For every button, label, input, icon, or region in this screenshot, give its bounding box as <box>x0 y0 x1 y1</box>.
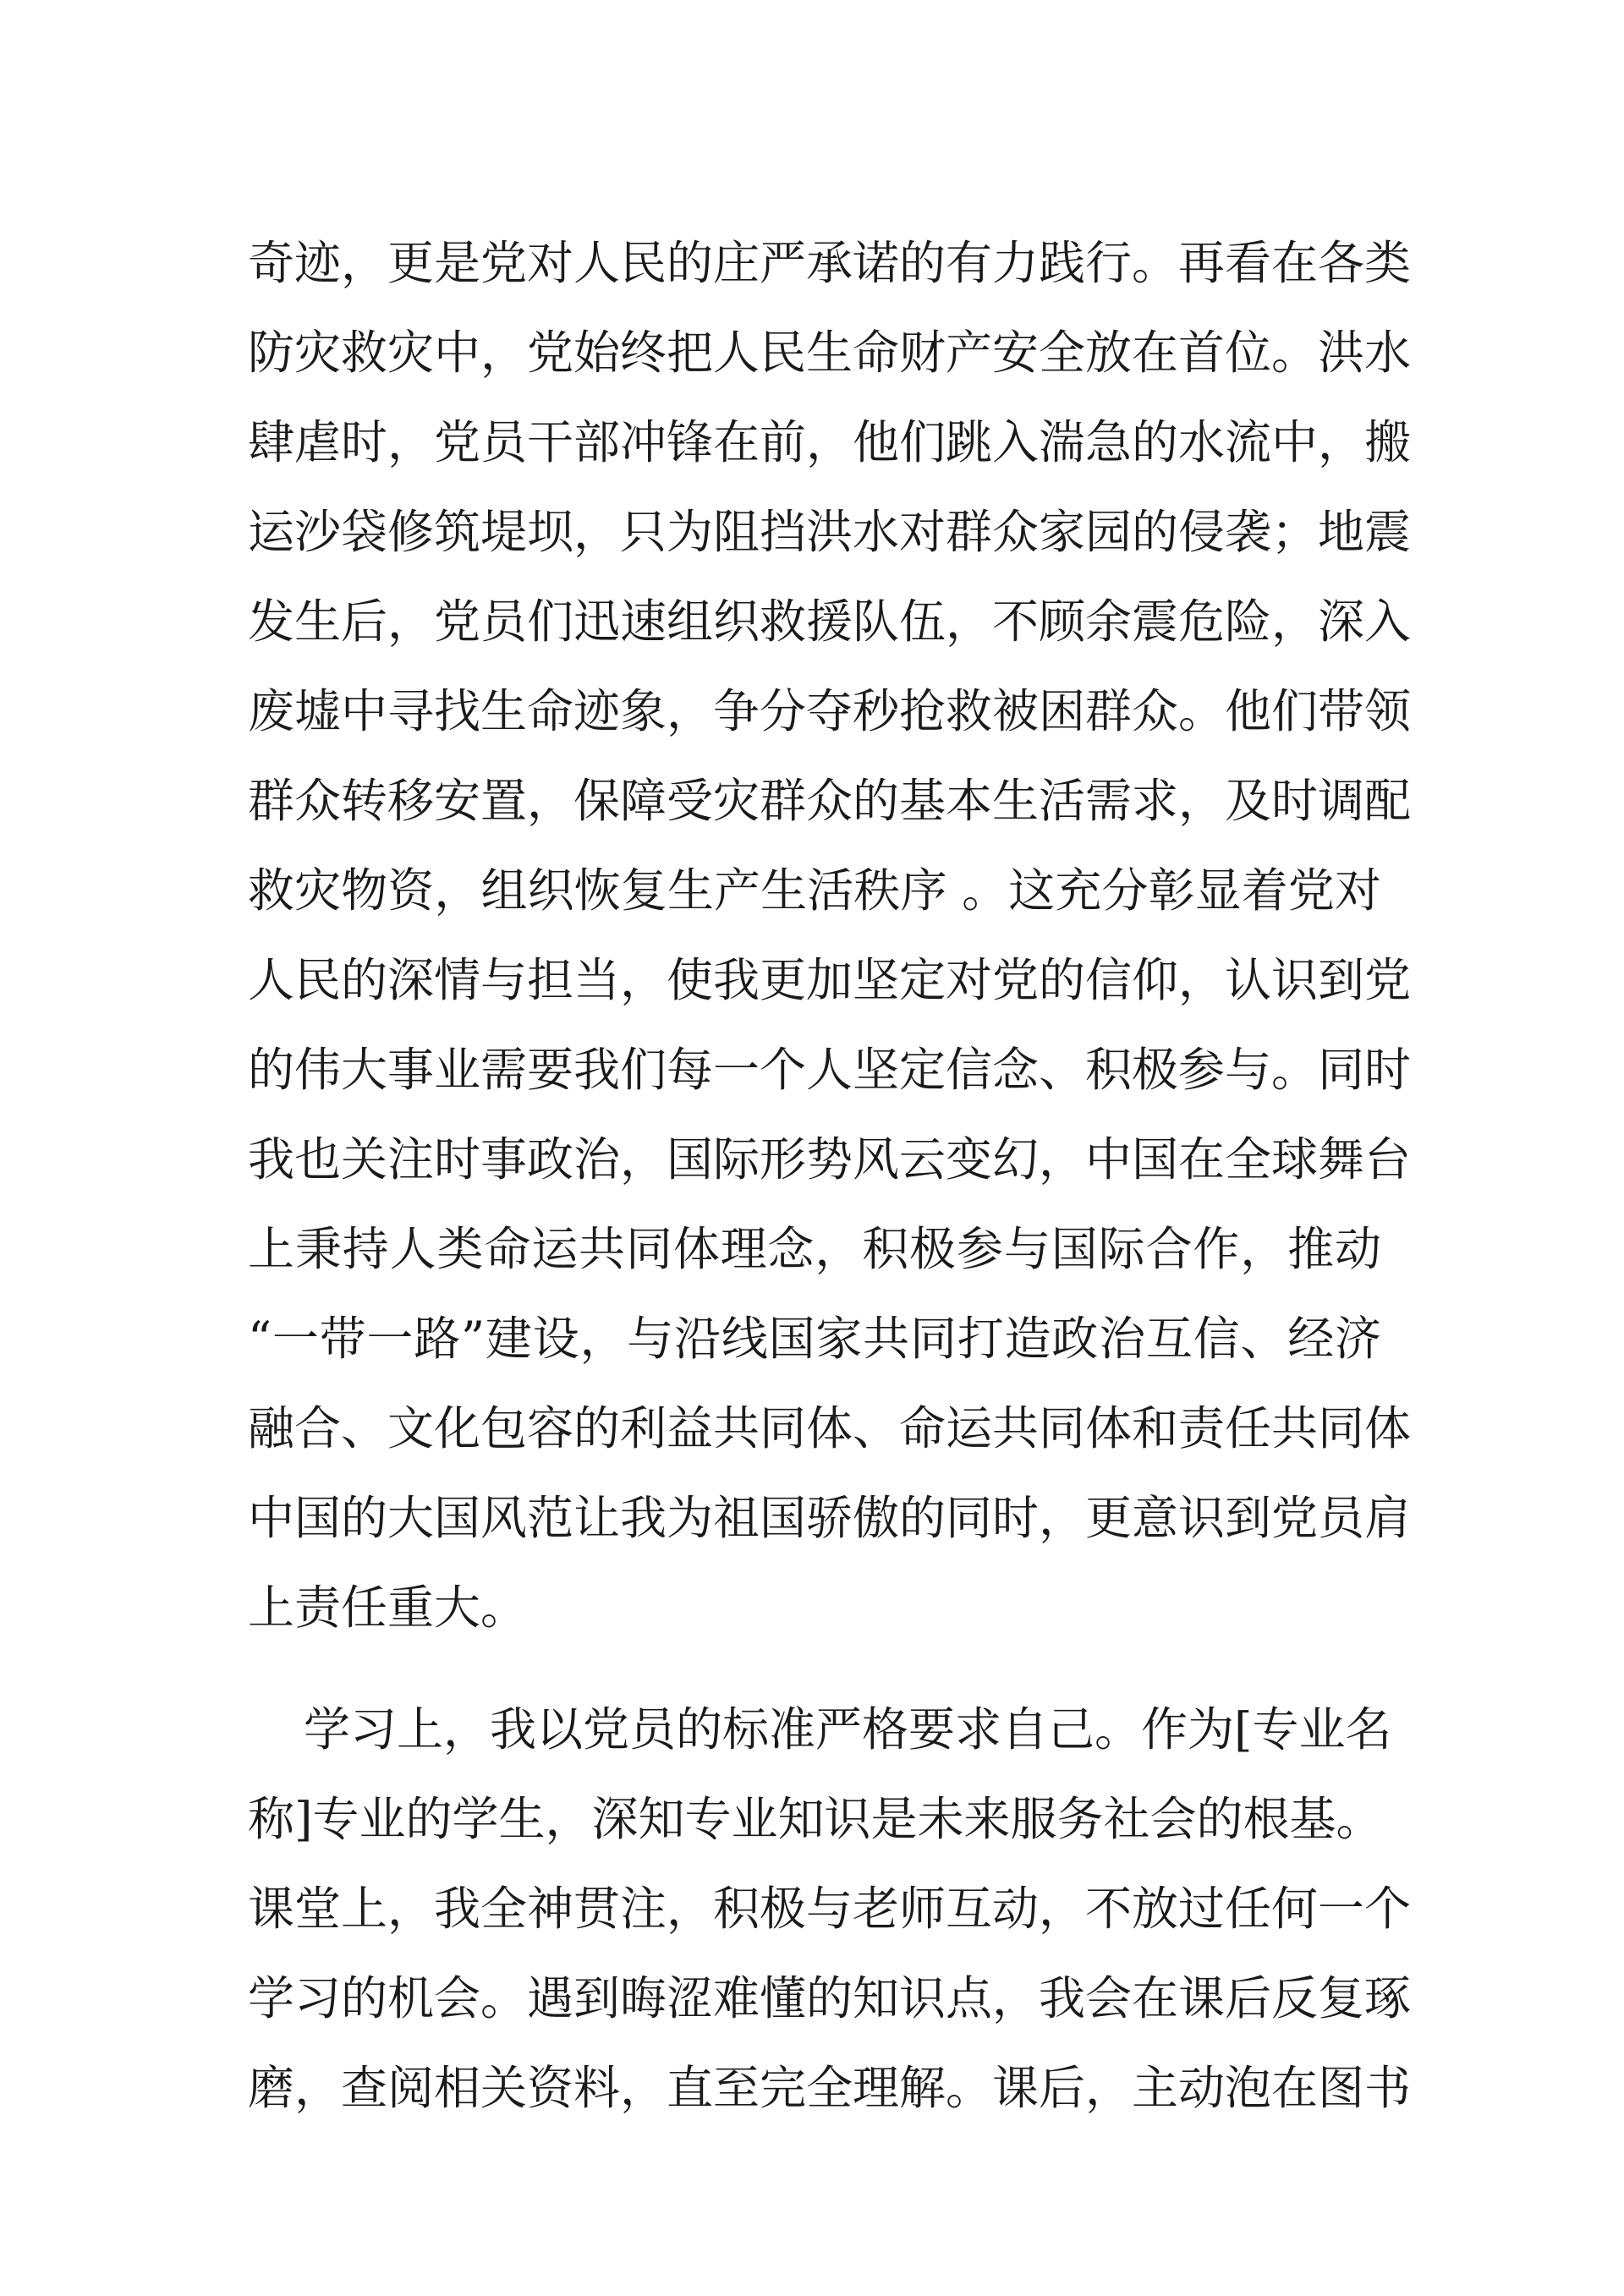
text-line: 奇迹，更是党对人民的庄严承诺的有力践行。再看在各类 <box>248 236 1412 290</box>
paragraph-1 <box>248 218 1412 1652</box>
text-line: 我也关注时事政治，国际形势风云变幻，中国在全球舞台 <box>248 1132 1412 1186</box>
text-line: 称]专业的学生，深知专业知识是未来服务社会的根基。 <box>248 1792 1383 1846</box>
text-line: 学习上，我以党员的标准严格要求自己。作为[专业名 <box>304 1702 1392 1756</box>
text-line: “一带一路”建设，与沿线国家共同打造政治互信、经济 <box>248 1312 1381 1366</box>
text-line: 废墟中寻找生命迹象，争分夺秒抢救被困群众。他们带领 <box>248 684 1412 738</box>
paragraph-2 <box>248 1685 1412 2133</box>
text-line: 的伟大事业需要我们每一个人坚定信念、积极参与。同时 <box>248 1043 1412 1097</box>
text-line: 发生后，党员们迅速组织救援队伍，不顾余震危险，深入 <box>248 595 1412 649</box>
text-line: 运沙袋修筑堤坝，只为阻挡洪水对群众家园的侵袭；地震 <box>248 505 1412 559</box>
text-line: 中国的大国风范让我为祖国骄傲的同时，更意识到党员肩 <box>248 1491 1412 1545</box>
text-line: 人民的深情与担当，使我更加坚定对党的信仰，认识到党 <box>248 953 1412 1007</box>
text-line: 融合、文化包容的利益共同体、命运共同体和责任共同体 <box>248 1401 1412 1455</box>
text-line: 学习的机会。遇到晦涩难懂的知识点，我会在课后反复琢 <box>248 1971 1412 2025</box>
text-line: 救灾物资，组织恢复生产生活秩序 。这充分彰显着党对 <box>248 863 1381 918</box>
text-line: 上秉持人类命运共同体理念，积极参与国际合作，推动 <box>248 1222 1381 1276</box>
text-line: 磨，查阅相关资料，直至完全理解。课后，主动泡在图书 <box>248 2061 1412 2115</box>
text-line: 肆虐时，党员干部冲锋在前，他们跳入湍急的水流中，搬 <box>248 415 1412 469</box>
text-line: 群众转移安置，保障受灾群众的基本生活需求，及时调配 <box>248 774 1412 828</box>
text-line: 上责任重大。 <box>248 1581 528 1635</box>
text-line: 防灾救灾中，党始终把人民生命财产安全放在首位。洪水 <box>248 326 1412 380</box>
text-line: 课堂上，我全神贯注，积极与老师互动，不放过任何一个 <box>248 1882 1412 1936</box>
